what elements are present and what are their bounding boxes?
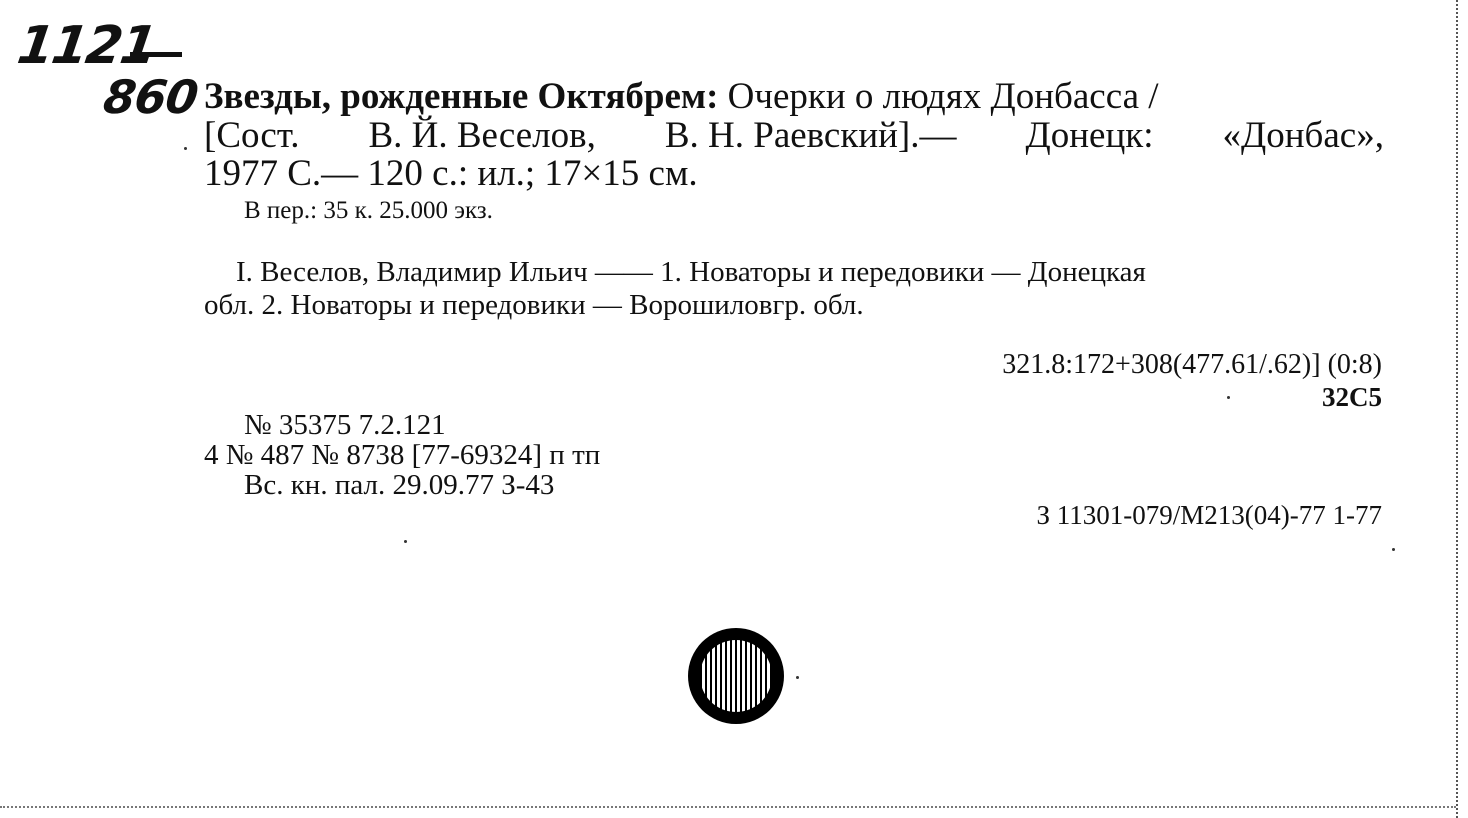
shelfmark-top: 1121 (13, 16, 159, 76)
line2-part: [Сост. (204, 115, 300, 156)
bbk-classification: 32С5 (1322, 382, 1382, 412)
record-price-line: В пер.: 35 к. 25.000 экз. (244, 197, 493, 224)
line2-part: В. Й. Веселов, (368, 115, 596, 156)
card-right-edge (1456, 0, 1458, 818)
scan-speck (796, 676, 799, 679)
record-responsibility-line (204, 117, 1384, 154)
record-subjects-line-1 (236, 256, 1382, 288)
record-subtitle: Очерки о людях Донбасса / (718, 76, 1159, 117)
record-subjects-line-2: обл. 2. Новаторы и передовики — Ворошиловгр. обл. (204, 289, 864, 321)
record-number-line-1: № 35375 7.2.121 (244, 409, 446, 441)
shelfmark-bottom: 860 (100, 70, 201, 124)
udc-classification: 321.8:172+308(477.61/.62)] (0:8) (1002, 349, 1382, 380)
record-title-line (204, 78, 1384, 115)
punch-hole-pattern (700, 640, 772, 712)
record-number-line-3: Вс. кн. пал. 29.09.77 З-43 (244, 469, 555, 501)
line2-part: Донецк: (1025, 115, 1154, 156)
card-bottom-edge (0, 806, 1456, 808)
scan-speck (1392, 548, 1395, 551)
line2-part: «Донбас», (1222, 115, 1384, 156)
scan-speck (404, 540, 407, 543)
line2-part: В. Н. Раевский].— (664, 115, 957, 156)
handwritten-shelfmark (12, 18, 202, 128)
scan-speck (184, 147, 187, 150)
record-code-line: З 11301-079/М213(04)-77 1-77 (1036, 500, 1382, 530)
scan-speck (1227, 396, 1230, 399)
shelfmark-dash (130, 52, 182, 57)
subjects-text: I. Веселов, Владимир Ильич —— 1. Новаторы и передовики — Донецкая (236, 256, 1146, 288)
record-physical-description: 1977 С.— 120 с.: ил.; 17×15 см. (204, 153, 698, 194)
record-number-line-2: 4 № 487 № 8738 [77-69324] п тп (204, 439, 601, 471)
record-title: Звезды, рожденные Октябрем: (204, 76, 719, 117)
